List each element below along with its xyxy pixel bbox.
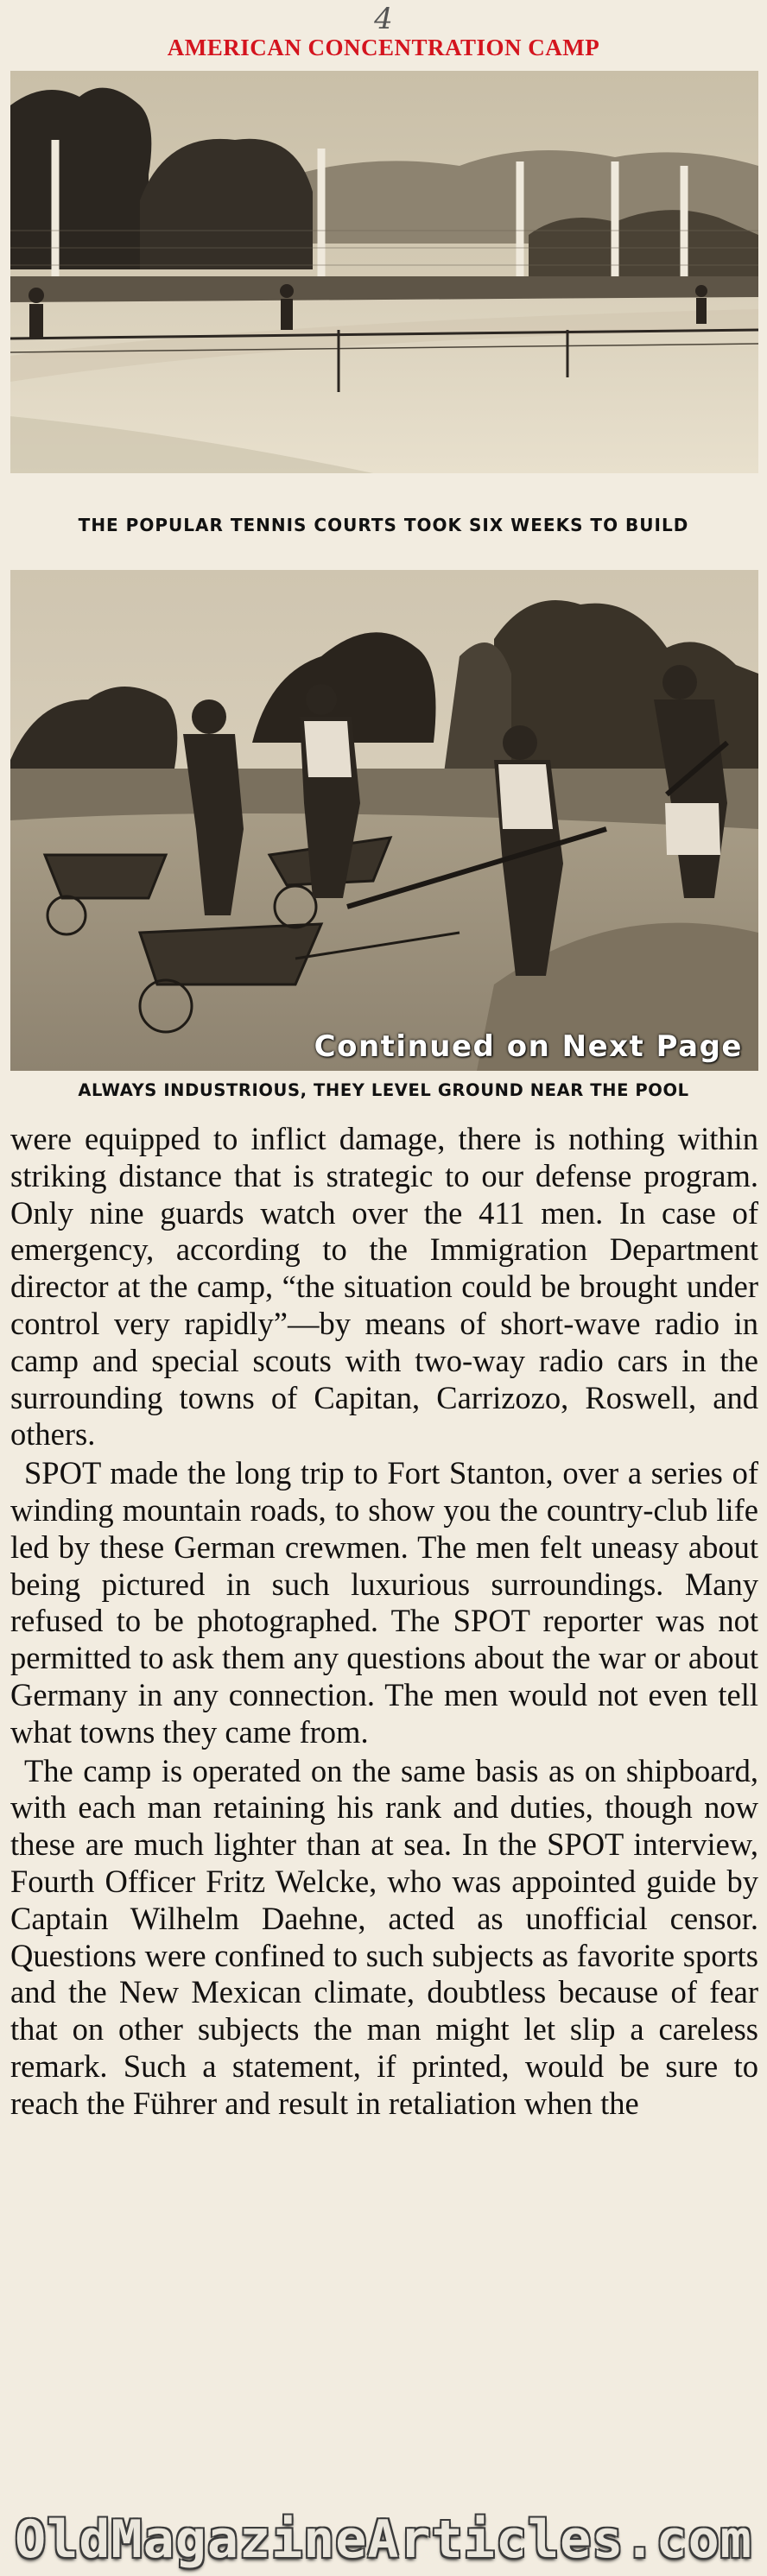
tennis-courts-caption: THE POPULAR TENNIS COURTS TOOK SIX WEEKS TO BUILD	[78, 515, 689, 535]
leveling-ground-photo	[10, 570, 758, 1071]
continued-banner: Continued on Next Page	[314, 1029, 743, 1064]
page-number: 4	[374, 2, 393, 36]
leveling-ground-caption: ALWAYS INDUSTRIOUS, THEY LEVEL GROUND NEAR THE POOL	[78, 1080, 689, 1100]
article-body	[10, 1121, 758, 2123]
article-paragraph-2: SPOT made the long trip to Fort Stanton, over a series of winding mountain roads, to show you the country-club life led by these German crewmen. The men felt uneasy about being pictured in such luxurious surroundings. Many refused to be photographed. The SPOT reporter was not permitted to ask them any questions about the war or about Germany in any connection. The men would not even tell what towns they came from.	[10, 1455, 758, 1750]
site-watermark: OldMagazineArticles.com	[15, 2510, 752, 2570]
article-paragraph-1: were equipped to inflict damage, there is nothing within striking distance that is strategic to our defense program. Only nine guards watch over the 411 men. In case of emergency, according to the Immigration Department director at the camp, “the situation could be brought under control very rapidly”—by means of short-wave radio in camp and special scouts with two-way radio cars in the surrounding towns of Capitan, Carrizozo, Roswell, and others.	[10, 1121, 758, 1453]
section-title: AMERICAN CONCENTRATION CAMP	[167, 35, 600, 60]
article-paragraph-3: The camp is operated on the same basis as on shipboard, with each man retaining his rank and duties, though now these are much lighter than at sea. In the SPOT interview, Fourth Officer Fritz Welcke, who was appointed guide by Captain Wilhelm Daehne, acted as unofficial censor. Questions were confined to such subjects as favorite sports and the New Mexican climate, doubtless because of fear that on other subjects the man might let slip a careless remark. Such a statement, if printed, would be sure to reach the Führer and result in retaliation when the	[10, 1752, 758, 2121]
tennis-courts-photo	[10, 71, 758, 473]
